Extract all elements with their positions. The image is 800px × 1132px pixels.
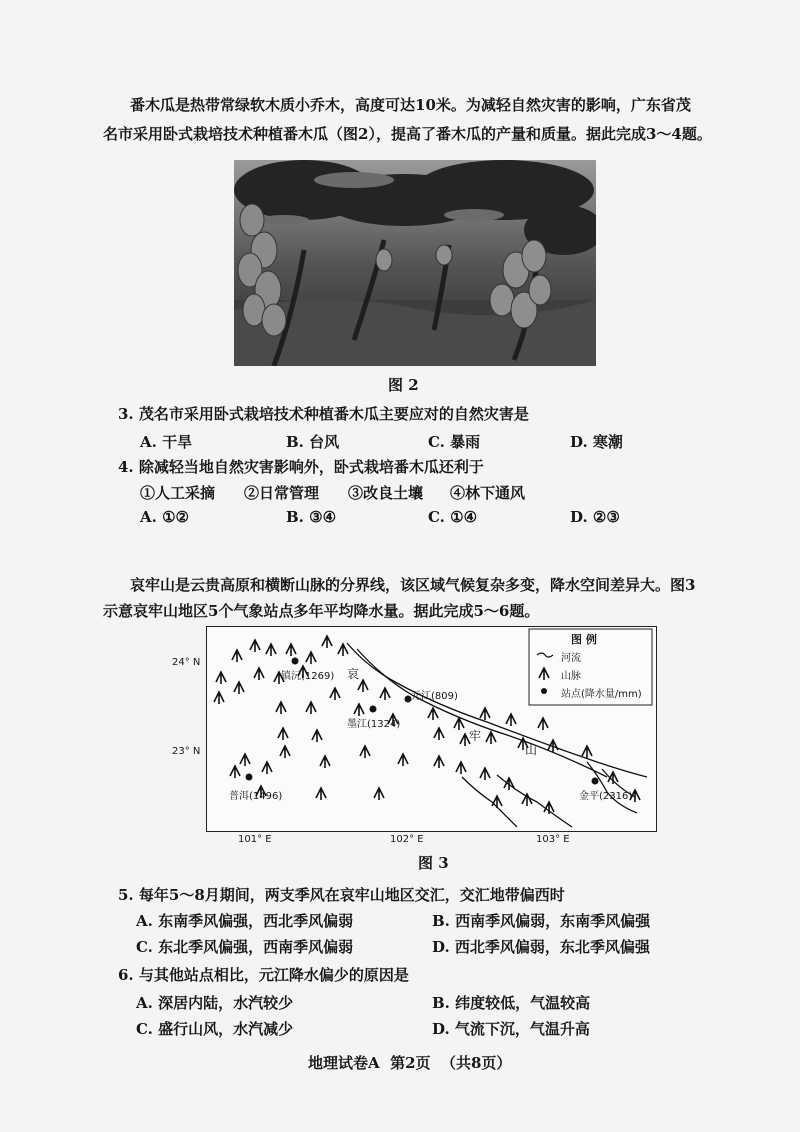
station-yuanjiang: 元江(809) — [411, 691, 458, 702]
q3-option-c[interactable]: C. 暴雨 — [428, 433, 481, 451]
lon-label-103: 103° E — [536, 834, 570, 845]
q4-option-d[interactable]: D. ②③ — [570, 508, 620, 526]
q4-stem: 4. 除减轻当地自然灾害影响外，卧式栽培番木瓜还利于 — [118, 458, 484, 476]
q4-item-3: ③改良土壤 — [348, 484, 424, 502]
mountain-name-2: 牢 — [469, 729, 482, 743]
q3-option-b[interactable]: B. 台风 — [286, 433, 340, 451]
legend-river: 河流 — [561, 653, 581, 664]
legend-mountain: 山脉 — [561, 671, 581, 682]
q5-stem: 5. 每年5～8月期间，两支季风在哀牢山地区交汇，交汇地带偏西时 — [118, 886, 565, 904]
q5-option-a[interactable]: A. 东南季风偏强，西北季风偏弱 — [136, 912, 354, 930]
q6-option-a[interactable]: A. 深居内陆，水汽较少 — [136, 994, 294, 1012]
page-footer: 地理试卷A 第2页 （共8页） — [308, 1054, 512, 1072]
q3-option-a[interactable]: A. 干旱 — [140, 433, 193, 451]
lat-label-24: 24° N — [172, 657, 201, 668]
q6-option-b[interactable]: B. 纬度较低，气温较高 — [432, 994, 591, 1012]
ailao-map — [206, 626, 657, 832]
q6-option-d[interactable]: D. 气流下沉，气温升高 — [432, 1020, 590, 1038]
station-mojiang: 墨江(1324) — [347, 719, 401, 730]
papaya-photo-image — [234, 160, 596, 366]
legend-title: 图 例 — [571, 633, 597, 646]
q5-option-b[interactable]: B. 西南季风偏弱，东南季风偏强 — [432, 912, 651, 930]
mountain-name-1: 哀 — [347, 667, 360, 681]
passage1-line2: 名市采用卧式栽培技术种植番木瓜（图2），提高了番木瓜的产量和质量。据此完成3～4题。 — [103, 125, 712, 143]
q3-stem: 3. 茂名市采用卧式栽培技术种植番木瓜主要应对的自然灾害是 — [118, 405, 529, 423]
q4-item-1: ①人工采摘 — [140, 484, 216, 502]
papaya-photo — [234, 160, 596, 366]
q4-item-2: ②日常管理 — [244, 484, 320, 502]
figure2-caption: 图 2 — [388, 376, 419, 394]
passage2-line2: 示意哀牢山地区5个气象站点多年平均降水量。据此完成5～6题。 — [103, 602, 540, 620]
q6-option-c[interactable]: C. 盛行山风，水汽减少 — [136, 1020, 294, 1038]
q4-option-a[interactable]: A. ①② — [140, 508, 189, 526]
q4-item-4: ④林下通风 — [450, 484, 526, 502]
q4-option-c[interactable]: C. ①④ — [428, 508, 478, 526]
q5-option-c[interactable]: C. 东北季风偏强，西南季风偏弱 — [136, 938, 354, 956]
station-puer: 普洱(1496) — [229, 791, 283, 802]
station-zhenyuan: 镇沅(1269) — [281, 671, 335, 682]
lat-label-23: 23° N — [172, 746, 201, 757]
lon-label-102: 102° E — [390, 834, 424, 845]
legend-station: 站点(降水量/mm) — [561, 689, 642, 700]
figure3-caption: 图 3 — [418, 854, 449, 872]
passage2-line1: 哀牢山是云贵高原和横断山脉的分界线，该区域气候复杂多变，降水空间差异大。图3 — [130, 576, 696, 594]
q3-option-d[interactable]: D. 寒潮 — [570, 433, 623, 451]
station-jinping: 金平(2316) — [579, 791, 633, 802]
q5-option-d[interactable]: D. 西北季风偏弱，东北季风偏强 — [432, 938, 650, 956]
lon-label-101: 101° E — [238, 834, 272, 845]
passage1-line1: 番木瓜是热带常绿软木质小乔木，高度可达10米。为减轻自然灾害的影响，广东省茂 — [130, 96, 691, 114]
q6-stem: 6. 与其他站点相比，元江降水偏少的原因是 — [118, 966, 409, 984]
q4-option-b[interactable]: B. ③④ — [286, 508, 337, 526]
mountain-name-3: 山 — [525, 743, 538, 757]
